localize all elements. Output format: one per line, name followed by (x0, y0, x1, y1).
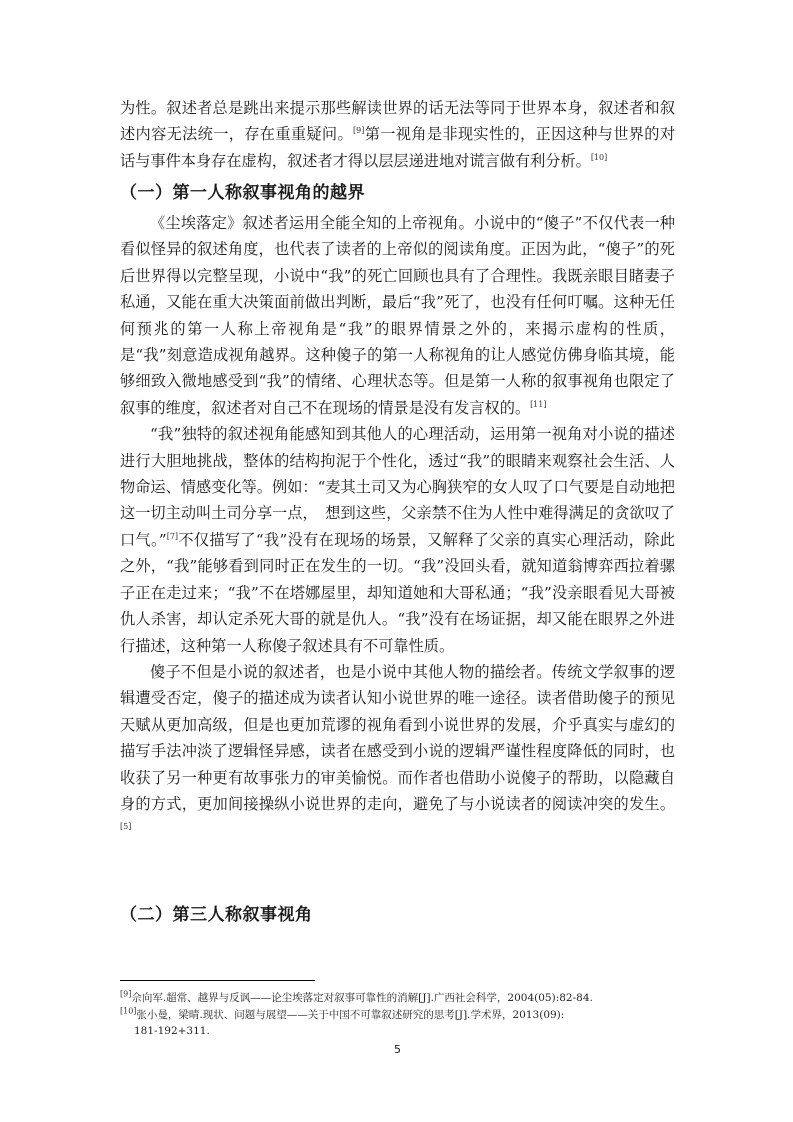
section-heading-third-person: （二）第三人称叙事视角 (120, 905, 313, 925)
footnote-text: 张小曼，梁晴.现状、问题与展望——关于中国不可靠叙述研究的思考[J].学术界，2013(09): (136, 1009, 565, 1021)
footnote-text: 佘向军.超常、越界与反讽——论尘埃落定对叙事可靠性的消解[J].广西社会科学，2004(05):82-84. (131, 992, 593, 1004)
footnote-10 (120, 1007, 680, 1039)
citation-ref[interactable]: [9] (353, 126, 365, 136)
paragraph-3 (120, 659, 675, 844)
section-first-person-body (120, 210, 675, 844)
footnote-divider (120, 980, 315, 981)
intro-paragraph (120, 95, 675, 174)
citation-ref[interactable]: [10] (590, 152, 608, 162)
page-number: 5 (394, 1043, 401, 1056)
section-heading-first-person: （一）第一人称叙事视角的越界 (120, 183, 365, 203)
paragraph-1 (120, 210, 675, 421)
citation-ref[interactable]: [7] (166, 531, 179, 541)
footnote-9 (120, 990, 680, 1006)
footnote-mark: [10] (120, 1006, 137, 1016)
paragraph-2 (120, 421, 675, 659)
footnote-text-continuation: 181-192+311. (134, 1025, 210, 1037)
paragraph-2-text-1: “我”独特的叙述视角能感知到其他人的心理活动，运用第一视角对小说的描述进行大胆地挑战，整体的结构拘泥于个性化，透过“我”的眼睛来观察社会生活、人物命运、情感变化等。例如：“麦其土司又为心胸狭窄的女人叹了口气要是自动地把这一切主动叫土司分享一点， 想到这些，父亲禁不住为人性中难得满足的贪欲叹了口气。” (120, 425, 675, 549)
citation-ref[interactable]: [5] (120, 822, 132, 832)
intro-text-1: 为性。叙述者总是跳出来提示那些解读世界的话无法等同于世界本身，叙述者和叙述内容无法统一，存在重重疑问。 (120, 99, 675, 144)
citation-ref[interactable]: [11] (530, 399, 547, 409)
intro-text-2: 第一视角是非现实性的，正因这种与世界的对话与事件本身存在虚构，叙述者才得以层层递进地对谎言做有利分析。 (120, 125, 676, 170)
footnotes (120, 990, 680, 1040)
paragraph-1-text: 《尘埃落定》叙述者运用全能全知的上帝视角。小说中的“傻子”不仅代表一种看似怪异的叙述角度，也代表了读者的上帝似的阅读角度。正因为此，“傻子”的死后世界得以完整呈现，小说中“我”的死亡回顾也具有了合理性。我既亲眼目睹妻子私通，又能在重大决策面前做出判断，最后“我”死了，也没有任何叮嘱。这种无任何预兆的第一人称上帝视角是“我”的眼界情景之外的，来揭示虚构的性质，是“我”刻意造成视角越界。这种傻子的第一人称视角的让人感觉仿佛身临其境，能够细致入微地感受到“我”的情绪、心理状态等。但是第一人称的叙事视角也限定了叙事的维度，叙述者对自己不在现场的情景是没有发言权的。 (120, 214, 675, 417)
paragraph-2-text-2: 不仅描写了“我”没有在现场的场景，又解释了父亲的真实心理活动，除此之外，“我”能够看到同时正在发生的一切。“我”没回头看，就知道翁博弈西拉着骡子正在走过来；“我”不在塔娜屋里，却知道她和大哥私通；“我”没亲眼看见大哥被仇人杀害，却认定杀死大哥的就是仇人。“我”没有在场证据，却又能在眼界之外进行描述，这种第一人称傻子叙述具有不可靠性质。 (120, 530, 676, 655)
paragraph-3-text: 傻子不但是小说的叙述者，也是小说中其他人物的描绘者。传统文学叙事的逻辑遭受否定，傻子的描述成为读者认知小说世界的唯一途径。读者借助傻子的预见天赋从更加高级，但是也更加荒谬的视角看到小说世界的发展，介乎真实与虚幻的描写手法冲淡了逻辑怪异感，读者在感受到小说的逻辑严谨性程度降低的同时，也收获了另一种更有故事张力的审美愉悦。而作者也借助小说傻子的帮助，以隐藏自身的方式，更加间接操纵小说世界的走向，避免了与小说读者的阅读冲突的发生。 (120, 662, 675, 813)
footnote-mark: [9] (120, 989, 132, 999)
